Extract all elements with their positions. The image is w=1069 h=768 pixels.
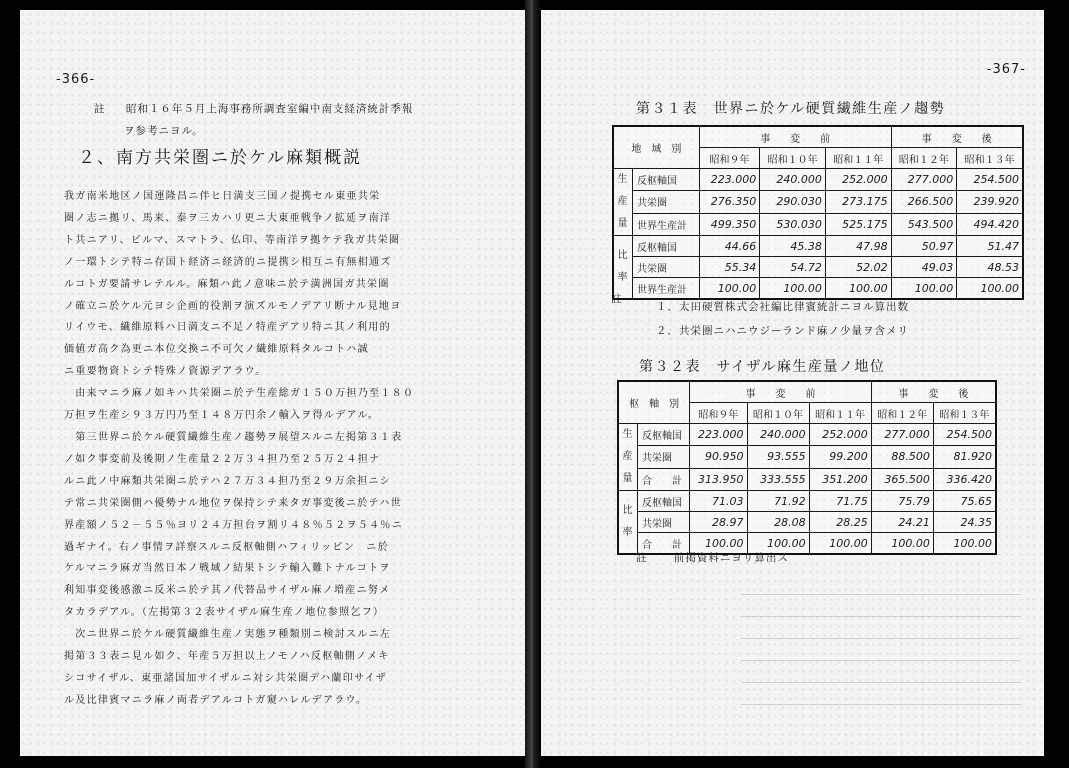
body-line: ル及比律賓マニラ麻ノ両者デアルコトガ窺ハレルデアラウ。	[64, 694, 368, 706]
body-line: 次ニ世界ニ於ケル硬質繊維生産ノ実態ヲ種類別ニ検討スルニ左	[64, 629, 392, 641]
data-cell: 81.920	[933, 446, 996, 468]
table-body	[618, 424, 996, 555]
row-label: 反枢軸国	[633, 169, 700, 191]
data-cell: 100.00	[809, 533, 871, 555]
table-32-note	[636, 550, 789, 565]
data-cell: 28.97	[690, 512, 747, 533]
year-header: 昭和９年	[699, 148, 759, 169]
table-row	[618, 512, 996, 533]
table-row	[613, 191, 1023, 213]
data-cell: 266.500	[891, 191, 957, 213]
body-line: 由来マニラ麻ノ如キハ共栄圏ニ於テ生産総ガ１５０万担乃至１８０	[64, 388, 415, 400]
table-row	[613, 213, 1023, 235]
year-header: 昭和１３年	[933, 403, 996, 424]
data-cell: 240.000	[760, 169, 826, 191]
data-cell: 93.555	[747, 446, 809, 468]
row-label: 世界生産計	[633, 213, 700, 235]
row-label: 合 計	[638, 533, 690, 555]
section-heading: ２、南方共栄圏ニ於ケル麻類概説	[78, 148, 363, 168]
table-row	[613, 236, 1023, 257]
note-label: 註	[94, 103, 106, 115]
data-cell: 100.00	[825, 278, 891, 300]
year-header: 昭和１２年	[891, 148, 957, 169]
year-header: 昭和９年	[690, 403, 747, 424]
source-note	[94, 98, 494, 142]
group-label-text: 比率	[617, 250, 629, 283]
table-header-region: 地 域 別	[613, 126, 699, 169]
row-label: 世界生産計	[633, 278, 700, 300]
data-cell: 333.555	[747, 468, 809, 490]
data-cell: 252.000	[825, 169, 891, 191]
data-cell: 336.420	[933, 468, 996, 490]
data-cell: 530.030	[760, 213, 826, 235]
note-line-2: ヲ参考ニヨル。	[124, 125, 204, 137]
note-line-1: 昭和１６年５月上海事務所調査室編中南支経済統計季報	[125, 103, 414, 115]
body-line: タカラデアル。（左掲第３２表サイザル麻生産ノ地位参照乞フ）	[64, 607, 385, 619]
data-cell: 90.950	[690, 446, 747, 468]
left-page	[20, 10, 525, 756]
data-cell: 71.75	[809, 491, 871, 512]
body-line: 界産額ノ５２－５５％ヨリ２４万担台ヲ割リ４８％５２ヲ５４％ニ	[64, 519, 403, 531]
data-cell: 100.00	[690, 533, 747, 555]
body-line: 過ギナイ。右ノ事情ヲ詳察スルニ反枢軸側ハフィリッピン ニ於	[64, 541, 389, 553]
year-header: 昭和１３年	[957, 148, 1023, 169]
data-cell: 223.000	[699, 169, 759, 191]
page-number-left: -366-	[56, 72, 96, 87]
data-cell: 100.00	[957, 278, 1023, 300]
body-line: 掲第３３表ニ見ル如ク、年産５万担以上ノモノハ反枢軸側ノメキ	[64, 651, 390, 663]
data-cell: 254.500	[957, 169, 1023, 191]
data-cell: 273.175	[825, 191, 891, 213]
group-label	[618, 424, 638, 491]
body-line: ノ確立ニ於ケル元ヨシ企画的役割ヲ演ズルモノデアリ断ナル見地ヨ	[64, 300, 402, 312]
row-label: 反枢軸国	[638, 424, 690, 446]
table-row	[613, 169, 1023, 191]
data-cell: 44.66	[699, 236, 759, 257]
table-31-notes	[611, 293, 909, 343]
data-cell: 88.500	[871, 446, 933, 468]
table-row	[618, 468, 996, 490]
data-cell: 52.02	[825, 257, 891, 278]
data-cell: 49.03	[891, 257, 957, 278]
note-label: 註	[636, 552, 648, 564]
data-cell: 47.98	[825, 236, 891, 257]
table-row	[618, 446, 996, 468]
body-line: ケルマニラ麻ガ当然日本ノ戦域ノ結果トシテ輸入難トナルコトヲ	[64, 563, 391, 575]
row-label: 共栄圏	[633, 257, 700, 278]
data-cell: 71.03	[690, 491, 747, 512]
group-label-text: 生産量	[622, 429, 634, 484]
body-line: 第三世界ニ於ケル硬質繊維生産ノ趨勢ヲ展望スルニ左掲第３１表	[64, 431, 403, 443]
year-header: 昭和１１年	[809, 403, 871, 424]
body-line: シコサイザル、東亜諸国加サイザルニ対シ共栄圏デハ蘭印サイザ	[64, 672, 388, 684]
data-cell: 525.175	[825, 213, 891, 235]
row-label: 反枢軸国	[638, 491, 690, 512]
group-label-text: 生産量	[617, 174, 629, 229]
data-cell: 75.65	[933, 491, 996, 512]
group-label	[613, 169, 633, 236]
page-number-right: -367-	[986, 62, 1026, 77]
data-cell: 365.500	[871, 468, 933, 490]
table-31-title: 第３１表 世界ニ於ケル硬質繊維生産ノ趨勢	[636, 101, 946, 117]
group-label-text: 比率	[622, 505, 634, 538]
data-cell: 50.97	[891, 236, 957, 257]
row-label: 反枢軸国	[633, 236, 700, 257]
table-body	[613, 169, 1023, 300]
table-header-region: 枢 軸 別	[618, 381, 690, 424]
data-cell: 240.000	[747, 424, 809, 446]
body-line: ノ一環トシテ特ニ存国ト経済ニ経済的ニ提携シ相互ニ有無相通ズ	[64, 256, 392, 268]
table-row	[618, 424, 996, 446]
data-cell: 276.350	[699, 191, 759, 213]
data-cell: 313.950	[690, 468, 747, 490]
row-label: 共栄圏	[638, 446, 690, 468]
data-cell: 223.000	[690, 424, 747, 446]
data-cell: 252.000	[809, 424, 871, 446]
year-header: 昭和１１年	[825, 148, 891, 169]
note-item: ２．共栄圏ニハニウジーランド麻ノ少量ヲ含メリ	[656, 325, 909, 337]
body-line: ルコトガ要請サレテルル。麻類ハ此ノ意味ニ於テ満洲国ガ共栄圏	[64, 278, 390, 290]
data-cell: 48.53	[957, 257, 1023, 278]
body-line: ルニ此ノ中麻類共栄圏ニ於テハ２７万３４担乃至２９万余担ニシ	[64, 475, 392, 487]
data-cell: 100.00	[747, 533, 809, 555]
table-31	[612, 125, 1024, 300]
year-header: 昭和１０年	[747, 403, 809, 424]
data-cell: 239.920	[957, 191, 1023, 213]
bleed-through-text	[741, 585, 1021, 705]
data-cell: 28.25	[809, 512, 871, 533]
row-label: 合 計	[638, 468, 690, 490]
body-line: 利知事変後感激ニ反米ニ於テ其ノ代替品サイザル麻ノ増産ニ努メ	[64, 585, 391, 597]
table-row	[613, 257, 1023, 278]
table-header-post-war: 事 変 後	[891, 126, 1023, 148]
data-cell: 71.92	[747, 491, 809, 512]
body-line: テ常ニ共栄圏側ハ優勢ナル地位ヲ保持シテ来タガ事変後ニ於テハ世	[64, 497, 402, 509]
notes-label: 註	[611, 293, 623, 305]
year-header: 昭和１０年	[760, 148, 826, 169]
body-line: 我ガ南米地区ノ国運隆昌ニ伴ヒ日満支三国ノ提携セル東亜共栄	[64, 191, 381, 202]
book-spine	[525, 0, 541, 768]
body-text	[64, 186, 494, 712]
data-cell: 51.47	[957, 236, 1023, 257]
body-line: 価値ガ高ク為更ニ本位交換ニ不可欠ノ繊維原料タルコトハ誠	[64, 344, 369, 356]
data-cell: 277.000	[891, 169, 957, 191]
body-line: リイウモ、繊維原料ハ日満支ニ不足ノ特産デアリ特ニ其ノ利用的	[64, 322, 391, 334]
row-label: 共栄圏	[633, 191, 700, 213]
data-cell: 254.500	[933, 424, 996, 446]
table-header-pre-war: 事 変 前	[690, 381, 871, 403]
group-label	[618, 491, 638, 555]
data-cell: 494.420	[957, 213, 1023, 235]
data-cell: 75.79	[871, 491, 933, 512]
year-header: 昭和１２年	[871, 403, 933, 424]
data-cell: 28.08	[747, 512, 809, 533]
data-cell: 54.72	[760, 257, 826, 278]
data-cell: 45.38	[760, 236, 826, 257]
data-cell: 543.500	[891, 213, 957, 235]
row-label: 共栄圏	[638, 512, 690, 533]
data-cell: 24.35	[933, 512, 996, 533]
data-cell: 55.34	[699, 257, 759, 278]
table-row	[618, 491, 996, 512]
body-line: ト共ニアリ、ビルマ、スマトラ、仏印、等南洋ヲ拠ケテ我ガ共栄圏	[64, 234, 401, 246]
data-cell: 24.21	[871, 512, 933, 533]
body-line: 万担ヲ生産シ９３万円乃至１４８万円余ノ輸入ヲ得ルデアル。	[64, 410, 380, 422]
note-item: １．太田硬質株式会社編比律賓統計ニヨル算出数	[656, 301, 909, 313]
data-cell: 100.00	[699, 278, 759, 300]
table-32-title: 第３２表 サイザル麻生産量ノ地位	[639, 359, 886, 375]
data-cell: 290.030	[760, 191, 826, 213]
body-line: 圏ノ志ニ拠リ、馬来、泰ヲ三カハリ更ニ大東亜戦争ノ拡延ヲ南洋	[64, 212, 392, 224]
right-page	[541, 10, 1044, 756]
data-cell: 100.00	[891, 278, 957, 300]
body-line: ニ重要物資トシテ特殊ノ資源デアラウ。	[64, 366, 267, 378]
note-text: 前掲資料ニヨリ算出ス	[673, 552, 789, 564]
table-32	[617, 380, 997, 555]
table-header-post-war: 事 変 後	[871, 381, 996, 403]
body-line: ノ如ク事変前及後期ノ生産量２２万３４担乃至２５万２４担ナ	[64, 453, 381, 465]
data-cell: 99.200	[809, 446, 871, 468]
data-cell: 100.00	[760, 278, 826, 300]
data-cell: 499.350	[699, 213, 759, 235]
data-cell: 351.200	[809, 468, 871, 490]
table-header-pre-war: 事 変 前	[699, 126, 891, 148]
data-cell: 100.00	[933, 533, 996, 555]
data-cell: 277.000	[871, 424, 933, 446]
data-cell: 100.00	[871, 533, 933, 555]
